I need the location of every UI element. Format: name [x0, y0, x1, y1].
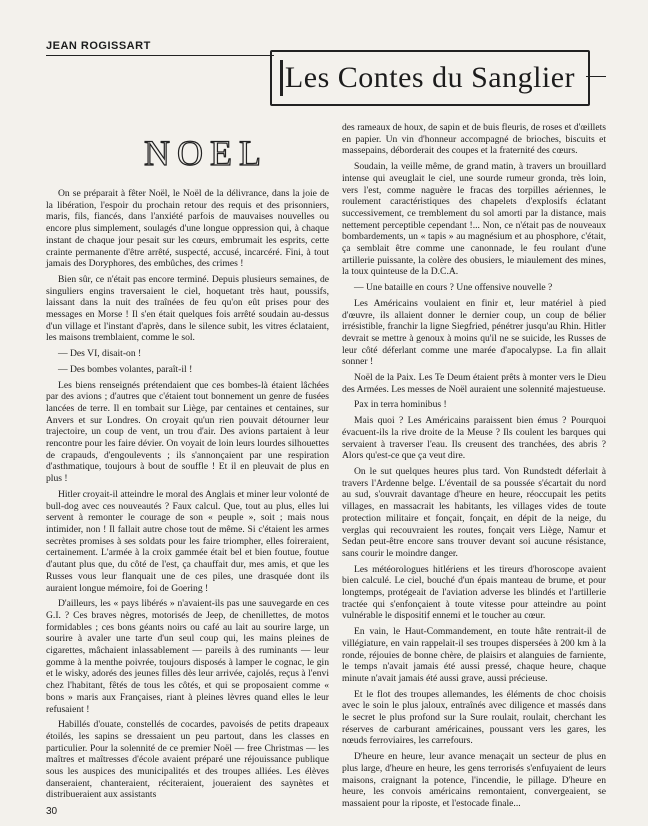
- paragraph: D'ailleurs, les « pays libérés » n'avaient-ils pas une sauvegarde en ces G.I. ? Ces braves nègres, motorisés de Jeep, de chenillettes, de motos formidables ; ces bons géants noirs ou café au lait au sourire large, un sourire à avaler une tarte d'un seul coup qui, les mains pleines de cigarettes, mâchaient inlassablement — pareils à des ruminants — leur gomme à la menthe poivrée, toujours disposés à lamper le cognac, le gin et le wisky, adorés des jeunes filles dès leur arrivée, cajolés, reçus à l'envi chez l'habitant, fêtés de tous les côtés, et qui se proposaient comme « bons » maris aux Françaises, riant à pleines lèvres quand elles le leur refusaient !: [46, 598, 329, 715]
- paragraph: — Une bataille en cours ? Une offensive nouvelle ?: [354, 282, 553, 294]
- paragraph: — Des VI, disait-on !: [58, 348, 142, 360]
- header-box-bar: [280, 60, 283, 96]
- paragraph: En vain, le Haut-Commandement, en toute hâte rentrait-il de villégiature, en vain rappelait-il ses troupes dispersées à 200 km à la ronde, réjouies de bonne chère, de plaisirs et alanguies de farniente, le temps n'avait jamais été aussi pressé, chaque heure, chaque minute n'avait jamais été aussi grave, aussi précieuse.: [342, 626, 606, 684]
- right-column: [342, 122, 606, 814]
- series-header-box: [270, 50, 590, 106]
- page-number: 30: [46, 806, 58, 817]
- article-title: NOEL: [144, 133, 268, 173]
- paragraph: On le sut quelques heures plus tard. Von Rundstedt déferlait à travers l'Ardenne belge. L'éventail de sa poussée s'écartait du nord au sud, s'ouvrait davantage d'heure en heure, réoccupait les petits villages, en massacrait les habitants, les villages vides de toute protection militaire et fonçait, fonçait, en dépit de la neige, du verglas qui recouvraient les routes, fonçait vers Liège, Namur et Sedan peut-être encore sans trouver devant soi aucune résistance, sans courir le moindre danger.: [342, 465, 606, 559]
- paragraph: — Des bombes volantes, paraît-il !: [58, 363, 193, 375]
- paragraph: Hitler croyait-il atteindre le moral des Anglais et miner leur volonté de bull-dog avec ces nouveautés ? Faux calcul. Que, tout au plus, elles lui servent à remonter le courage de son « peuple », soit ; mais nous intimider, non ! Il fallait autre chose tout de même. Si c'étaient les armes secrètes promises à ses soldats pour les faire triompher, elles foireraient, certainement. L'armée à la croix gammée était bel et bien foutue, foutue d'autant plus que, du côté de l'est, ça chauffait dur, mes amis, et que les Russes vous leur flanquait une de ces piles, une drasquée dont ils auraient longue mémoire, foi de Goering !: [46, 488, 329, 594]
- paragraph: Les biens renseignés prétendaient que ces bombes-là étaient lâchées par des avions ; d'autres que c'étaient tout bonnement un genre de fusées lancées de terre. Il en tombait sur Liège, par centaines et centaines, sur Anvers et sur Londres. On croyait qu'un rien pouvait détourner leur trajectoire, un coup de vent, un trou d'air. Des avions partaient à leur rencontre pour les faire dévier. On voyait de loin leurs lourdes silhouettes de crapauds, d'engoulevents ; ils s'annonçaient par une respiration d'asthmatique, toujours à bout de souffle ! Et il en pleuvait de plus en plus !: [46, 379, 329, 485]
- paragraph: Et le flot des troupes allemandes, les éléments de choc choisis avec le soin le plus jaloux, entraînés avec diligence et massés dans le secret le plus profond sur la Sure roulait, roulait, cherchant les réserves de carburant américaines, poussant vers les gares, les nœuds ferroviaires, les carrefours.: [342, 688, 606, 747]
- paragraph: Les météorologues hitlériens et les tireurs d'horoscope avaient bien calculé. Le ciel, bouché d'un épais manteau de brume, et pour longtemps, protégeait de l'aviation adverse les blindés et l'artillerie tractée qui s'enfonçaient à toute vitesse pour atteindre au point vulnérable le dispositif ennemi et le toucher au cœur.: [342, 563, 606, 622]
- paragraph: D'heure en heure, leur avance menaçait un secteur de plus en plus large, d'heure en heure, les gens terrorisés s'enfuyaient de leurs maisons, craignant la potence, l'incendie, le pillage. D'heure en heure, les convois américains remontaient, convergeaient, se massaient pour la riposte, et l'estocade finale...: [342, 751, 606, 809]
- header-rule: [46, 55, 274, 56]
- paragraph: Mais quoi ? Les Américains paraissent bien émus ? Pourquoi évacuent-ils la rive droite de la Meuse ? Ils coulent les barques qui servaient à traverser l'eau. Ils creusent des tranchées, des abris ? Alors qu'est-ce que ça veut dire.: [342, 415, 606, 462]
- paragraph: Bien sûr, ce n'était pas encore terminé. Depuis plusieurs semaines, de singuliers engins traversaient le ciel, hoquetant très haut, poussifs, laissant dans la nuit des traînées de feu qu'on eût prises pour des messages en Morse ! Il s'en était quelques fois arrêté soudain au-dessus d'un village et l'instant d'après, dans le silence subit, les vitres éclataient, les maisons tremblaient, comme le sol.: [46, 273, 329, 344]
- series-title: Les Contes du Sanglier: [284, 61, 576, 94]
- paragraph: des rameaux de houx, de sapin et de buis fleuris, de roses et d'œillets en papier. Un vin d'honneur accompagné de brioches, biscuits et massepains, déborderait des coupes et la fraternité des cœurs.: [342, 122, 606, 157]
- left-column: [46, 188, 329, 805]
- header-rule-right: [586, 76, 606, 77]
- paragraph: Soudain, la veille même, de grand matin, à travers un brouillard intense qui aveuglait le ciel, une sourde rumeur gronda, très loin, vers l'est, comme naguère le fracas des torpilles aériennes, le roulement caractéristiques des chapelets d'explosifs éclatant successivement, ce tremblement du sol amorti par la distance, mais nettement perceptible cependant !... Non, ce n'était pas de nouveaux bombardements, un « tapis » au magnésium et au phosphore, c'était, ça semblait être comme une canonnade, le feu roulant d'une artillerie puissante, la colère des obusiers, le miaulement des mines, la toux quinteuse de la D.C.A.: [342, 161, 606, 278]
- paragraph: Pax in terra hominibus !: [354, 399, 447, 411]
- paragraph: Les Américains voulaient en finir et, leur matériel à pied d'œuvre, ils allaient donner le dernier coup, un coup de bélier irrésistible, franchir la ligne Siegfried, pénétrer jusqu'au Rhin. Hitler devrait se mettre à genoux à moins qu'il ne se suicide, les Russes de leur côté déferlant comme une marée d'apocalypse. La fin allait sonner !: [342, 297, 606, 368]
- author-name: JEAN ROGISSART: [46, 40, 151, 52]
- paragraph: On se préparait à fêter Noël, le Noël de la délivrance, dans la joie de la libération, l'espoir du prochain retour des requis et des prisonniers, maris, fils, fiancés, dans l'anxiété parfois de mauvaises nouvelles ou encore plus simplement, soulagés d'une longue oppression qui, à chaque instant de chaque jour pesait sur les cœurs, embrumait les esprits, cette crainte permanente d'être arrêté, suspecté, accusé, incarcéré. Fini, à tout jamais des Doryphores, des embûches, des crimes !: [46, 188, 329, 270]
- paragraph: Noël de la Paix. Les Te Deum étaient prêts à monter vers le Dieu des Armées. Les messes de Noël auraient une solennité majestueuse.: [342, 372, 606, 395]
- paragraph: Habillés d'ouate, constellés de cocardes, pavoisés de petits drapeaux étoilés, les sapins se dressaient un peu partout, dans les classes en particulier. Pour la solennité de ce premier Noël — free Christmas — les maîtres et maîtresses d'école avaient préparé une réjouissance publique sous les auspices des municipalités et des troupes alliées. Les élèves danseraient, chanteraient, réciteraient, joueraient des saynètes et distribueraient aux assistants: [46, 719, 329, 801]
